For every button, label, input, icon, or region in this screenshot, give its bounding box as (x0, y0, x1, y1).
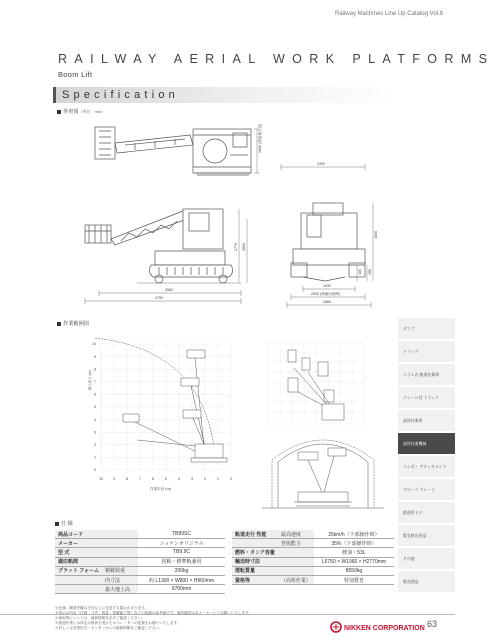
sidebar-tab[interactable]: クローラ クレーン (398, 479, 455, 501)
square-bullet-icon (55, 522, 59, 526)
spec-table-left (55, 530, 225, 594)
range-y-tick: 5 (94, 405, 96, 410)
dim-2000: 2000 (伸縮収納時) (311, 292, 341, 296)
sidebar-tab[interactable]: その他 (398, 548, 455, 570)
spec-row (232, 539, 394, 548)
dim-1800: 1800 (最低地上高) (258, 123, 262, 153)
spec-label: 適応軌間 (55, 557, 102, 566)
spec-row (232, 548, 394, 557)
outline-unit: （単位：mm） (78, 109, 106, 114)
front-view-body (301, 213, 357, 249)
spec-value: 9700mm (138, 585, 225, 594)
dim-2400: 2400 (317, 162, 325, 166)
page-subtitle: Boom Lift (58, 70, 93, 79)
spec-sublabel: 最高速度 (278, 530, 314, 539)
range-x-tick: 10 (99, 477, 103, 481)
spec-value: 35%（下部操作時） (314, 539, 394, 548)
spec-row (55, 575, 225, 584)
sidebar-tab[interactable]: クレーン付 トラック (398, 387, 455, 409)
logo-text: NIKKEN CORPORATION (344, 625, 425, 632)
spec-value: 狭軌・標準軌兼用 (138, 557, 225, 566)
page-number: 63 (427, 619, 438, 629)
sidebar-tab[interactable]: コラム式 軌道作業車 (398, 364, 455, 386)
spec-row (232, 566, 394, 575)
spec-value: 特別教育 (314, 575, 394, 584)
square-bullet-icon (57, 110, 61, 114)
spec-sublabel (278, 566, 314, 575)
dim-480b: 480 (368, 269, 372, 275)
spec-value: 8550kg (314, 566, 394, 575)
square-bullet-icon (57, 322, 61, 326)
range-x-tick: 2 (204, 477, 206, 481)
range-y-tick: 4 (94, 417, 96, 422)
range-x-label: 作業半径 (m) (150, 487, 171, 491)
spec-sublabel (278, 548, 314, 557)
work-range-chart (55, 330, 245, 510)
spec-sublabel: 最大地上高 (102, 585, 138, 594)
nikken-logo (330, 620, 425, 634)
range-y-tick: 9 (94, 354, 96, 359)
range-x-tick: 1 (217, 477, 219, 481)
footer-note: ※詳しくは営業担当・センターからの最新情報をご確認ください。 (55, 626, 163, 630)
category-sidebar (398, 318, 455, 595)
range-y-tick: 1 (94, 455, 96, 460)
dim-3060: 3060 (242, 243, 246, 251)
spec-row (232, 575, 394, 584)
range-label-text: 作業範囲図 (63, 321, 89, 327)
range-y-tick: 2 (94, 443, 96, 447)
range-y-tick: 10 (92, 342, 96, 347)
range-y-tick: 6 (94, 392, 96, 397)
outline-label-text: 外形図 (63, 109, 79, 115)
range-x-tick: 5 (165, 477, 167, 481)
footer-notes (55, 606, 355, 631)
spec-label: 輸送時寸法 (232, 557, 278, 566)
range-y-tick: 8 (94, 367, 96, 372)
page-title: RAILWAY AERIAL WORK PLATFORMS (58, 52, 494, 66)
spec-value: TB99SC (138, 530, 225, 539)
spec-label: 型 式 (55, 548, 102, 557)
spec-sublabel: 登坂能力 (278, 539, 314, 548)
sidebar-tab[interactable]: 販売商品 (398, 571, 455, 593)
spec-value: TB9.9C (138, 548, 225, 557)
spec-value: ニッケンオリジナル (138, 539, 225, 548)
spec-row (55, 557, 225, 566)
spec-sublabel (102, 539, 138, 548)
sidebar-tab[interactable]: ダンプ (398, 318, 455, 340)
dim-2770: 2770 (234, 243, 238, 251)
spec-row (55, 530, 225, 539)
spec-label-text: 仕 様 (61, 521, 73, 527)
spec-label: プラット フォーム (55, 566, 102, 575)
spec-value: 200kg (138, 566, 225, 575)
spec-label: 軌道走行 性能 (232, 530, 278, 539)
spec-label: 燃料・タンク容量 (232, 548, 278, 557)
spec-sublabel (102, 530, 138, 539)
spec-label: 商品コード (55, 530, 102, 539)
range-x-tick: 4 (178, 477, 180, 481)
spec-label: 資格等 (232, 575, 278, 584)
range-y-tick: 3 (94, 430, 96, 435)
range-top-view (258, 338, 388, 428)
spec-sublabel: 内寸法 (102, 575, 138, 584)
range-x-tick: 6 (152, 477, 154, 481)
dim-480: 480 (358, 269, 362, 275)
spec-label (55, 585, 102, 594)
spec-sublabel (102, 557, 138, 566)
footer-note: ※仕様、概要外観は予告なしに変更する場合があります。 (55, 606, 149, 610)
footer-note: ※表示の内容（仕様・寸法・質量・搭載能力等）などの数値は参考値です。最終確認は各メーカーにてお願いいたします。 (55, 611, 253, 615)
dim-3960: 3960 (165, 288, 173, 292)
range-y-tick: 0 (94, 468, 96, 473)
spec-label (55, 575, 102, 584)
footer-note: ※車両等については、最新情報を必ずご確認ください。 (55, 616, 145, 620)
body-top-view (193, 129, 251, 173)
spec-row (55, 566, 225, 575)
range-x-tick: 8 (126, 477, 128, 481)
sidebar-tab[interactable]: 緊急救出用品 (398, 525, 455, 547)
spec-sublabel (102, 548, 138, 557)
range-x-tick: 3 (191, 477, 193, 481)
spec-value: 軽油・53L (314, 548, 394, 557)
spec-sublabel: （高所作業） (278, 575, 314, 584)
spec-value: 25km/h（下部操作時） (314, 530, 394, 539)
spec-label: メーカー (55, 539, 102, 548)
spec-label: 運転質量 (232, 566, 278, 575)
spec-heading: Specification (62, 89, 179, 101)
dim-2860: 2860 (323, 300, 331, 304)
range-section-label (57, 320, 89, 327)
boom-top-view (115, 135, 193, 153)
spec-value: L6750 × W1960 × H2770mm (314, 557, 394, 566)
outline-drawing (55, 115, 395, 315)
outline-section-label (57, 108, 105, 115)
spec-row (232, 530, 394, 539)
spec-section-label (55, 520, 73, 527)
dim-1930: 1930 (323, 284, 331, 288)
spec-sublabel: 積載荷重 (102, 566, 138, 575)
spec-value: 約 L1300 × W800 × H960mm (138, 575, 225, 584)
range-x-tick: 9 (113, 477, 115, 481)
sidebar-tab[interactable]: 鉄道用トロ (398, 502, 455, 524)
spec-row (55, 539, 225, 548)
spec-label (232, 539, 278, 548)
catalog-title: Railway Machines Line Up Catalog Vol.8 (334, 11, 443, 17)
range-tunnel-view (258, 432, 388, 514)
footer-note: ※鉄道作業には所定の教育を受けたオペレーターの配置をお願いいたします。 (55, 621, 181, 625)
dim-4000: 4000 (374, 231, 378, 239)
range-x-tick: 0 (230, 477, 232, 481)
sidebar-tab[interactable]: 高所作業機械 (398, 433, 455, 455)
spec-row (55, 585, 225, 594)
spec-sublabel (278, 557, 314, 566)
range-y-label: 地上高さ (m) (88, 370, 92, 390)
range-x-tick: 7 (139, 477, 141, 481)
sidebar-tab[interactable]: トラック (398, 341, 455, 363)
sidebar-tab[interactable]: ユンボ・ アタッチメント (398, 456, 455, 478)
spec-row (232, 557, 394, 566)
spec-row (55, 548, 225, 557)
dim-4750: 4750 (155, 296, 163, 300)
range-y-tick: 7 (94, 380, 96, 384)
spec-table-right (232, 530, 394, 585)
sidebar-tab[interactable]: 高所作業車 (398, 410, 455, 432)
